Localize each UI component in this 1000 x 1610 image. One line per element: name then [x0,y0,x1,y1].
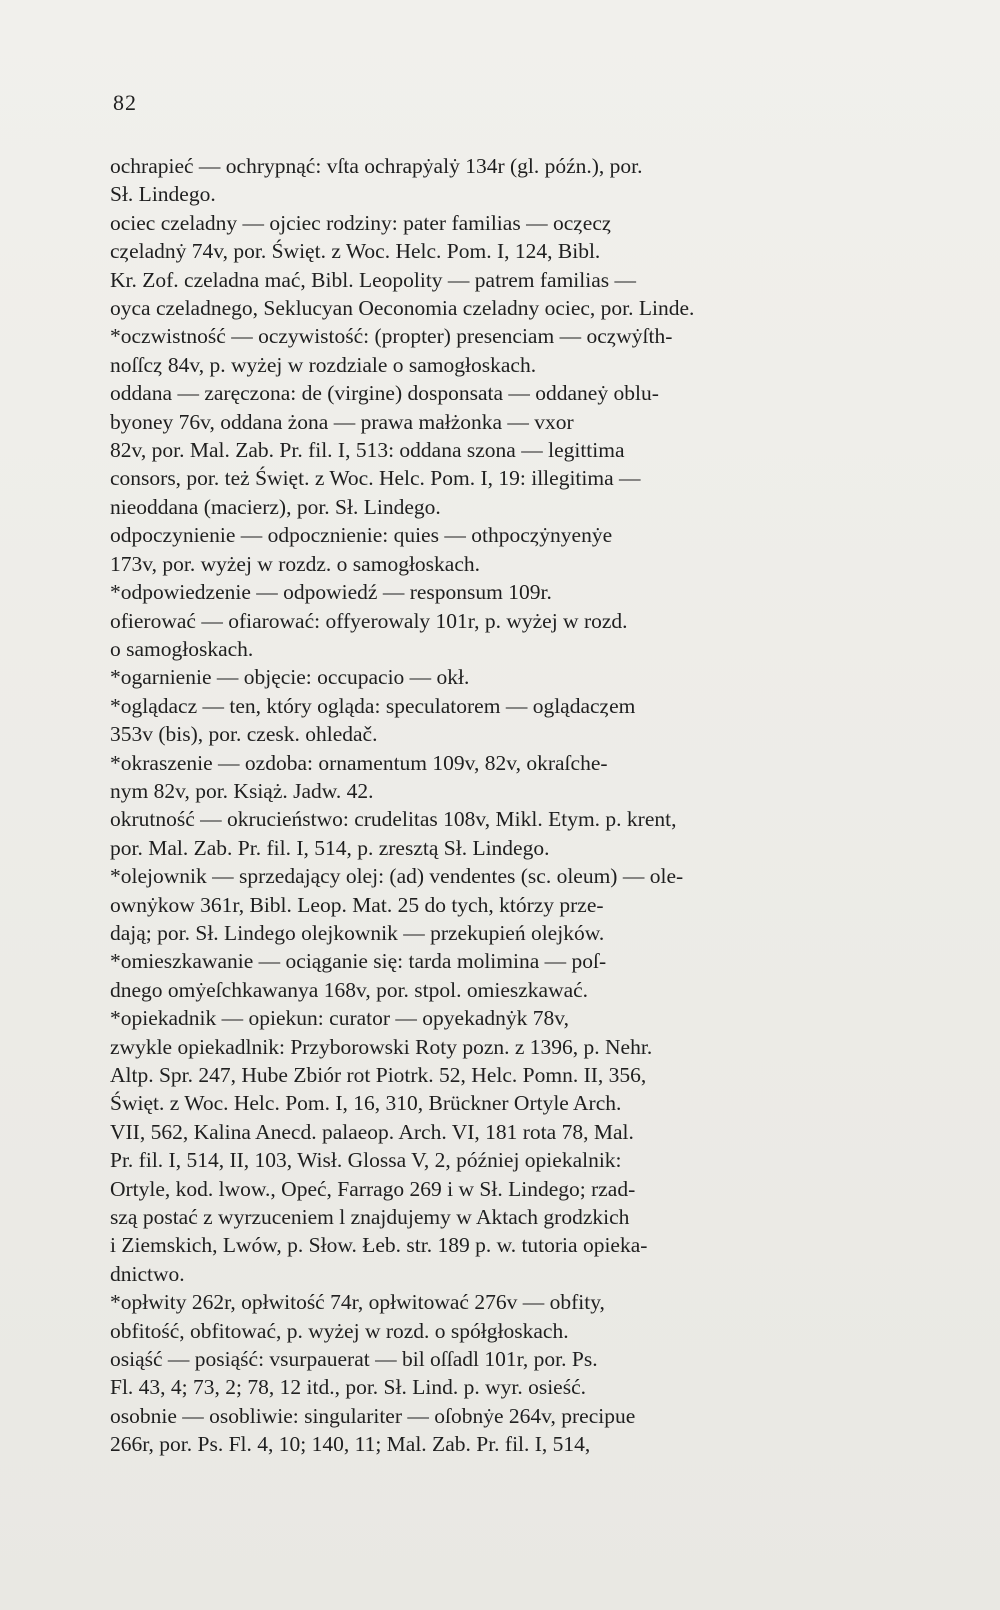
entry-line: ociec czeladny — ojciec rodziny: pater familias — ocȥecȥ [110,210,612,235]
entry-line: dnego omẏeſchkawanya 168v, por. stpol. omieszkawać. [110,977,589,1002]
entry-line: Ortyle, kod. lwow., Opeć, Farrago 269 i w Sł. Lindego; rzad- [110,1176,636,1201]
dictionary-entry [110,1345,930,1402]
entry-line: *okraszenie — ozdoba: ornamentum 109v, 82v, okraſche- [110,750,608,775]
dictionary-entry [110,947,930,1004]
entry-line: *odpowiedzenie — odpowiedź — responsum 109r. [110,580,552,605]
entry-line: dają; por. Sł. Lindego olejkownik — przekupień olejków. [110,920,605,945]
entry-line: osiąść — posiąść: vsurpauerat — bil oſſadl 101r, por. Ps. [110,1347,598,1372]
entry-line: zwykle opiekadlnik: Przyborowski Roty pozn. z 1396, p. Nehr. [110,1034,653,1059]
entry-line: 353v (bis), por. czesk. ohledač. [110,722,378,747]
entry-line: por. Mal. Zab. Pr. fil. I, 514, p. zresztą Sł. Lindego. [110,835,550,860]
entry-line: Pr. fil. I, 514, II, 103, Wisł. Glossa V, 2, później opiekalnik: [110,1148,622,1173]
entry-line: oyca czeladnego, Seklucyan Oeconomia czeladny ociec, por. Linde. [110,296,695,321]
entry-line: *omieszkawanie — ociąganie się: tarda molimina — poſ- [110,949,607,974]
entry-line: ochrapieć — ochrypnąć: vſta ochrapẏalẏ 134r (gl. późn.), por. [110,154,643,178]
entry-line: consors, por. też Święt. z Woc. Helc. Pom. I, 19: illegitima — [110,466,641,491]
entry-line: *olejownik — sprzedający olej: (ad) vendentes (sc. oleum) — ole- [110,864,684,889]
entry-line: ofierować — ofiarować: offyerowaly 101r, p. wyżej w rozd. [110,608,628,633]
entry-line: oddana — zaręczona: de (virgine) dosponsata — oddaneẏ oblu- [110,381,659,406]
entry-line: 173v, por. wyżej w rozdz. o samogłoskach. [110,551,480,576]
entry-line: Fl. 43, 4; 73, 2; 78, 12 itd., por. Sł. Lind. p. wyr. osieść. [110,1375,587,1400]
entry-line: *opłwity 262r, opłwitość 74r, opłwitować 276v — obfity, [110,1290,605,1315]
entry-line: Altp. Spr. 247, Hube Zbiór rot Piotrk. 52, Helc. Pomn. II, 356, [110,1063,647,1087]
entry-line: *oglądacz — ten, który ogląda: speculatorem — oglądacȥem [110,693,636,718]
entry-line: *oczwistność — oczywistość: (propter) presenciam — ocȥwẏſth- [110,324,673,349]
entry-line: 266r, por. Ps. Fl. 4, 10; 140, 11; Mal. Zab. Pr. fil. I, 514, [110,1432,591,1457]
entry-line: okrutność — okrucieństwo: crudelitas 108v, Mikl. Etym. p. krent, [110,807,677,832]
dictionary-entry [110,1288,930,1345]
dictionary-entry [110,578,930,606]
entry-line: osobnie — osobliwie: singulariter — oſobnẏe 264v, precipue [110,1403,636,1428]
dictionary-entry [110,521,930,578]
entry-line: Święt. z Woc. Helc. Pom. I, 16, 310, Brückner Ortyle Arch. [110,1091,622,1116]
entry-line: i Ziemskich, Lwów, p. Słow. Łeb. str. 189 p. w. tutoria opieka- [110,1233,648,1258]
dictionary-entry [110,1004,930,1288]
dictionary-entry [110,805,930,862]
entry-line: *ogarnienie — objęcie: occupacio — okł. [110,665,470,690]
entry-line: o samogłoskach. [110,636,254,661]
dictionary-entry [110,152,930,209]
entry-line: nym 82v, por. Książ. Jadw. 42. [110,778,374,803]
entry-line: cȥeladnẏ 74v, por. Święt. z Woc. Helc. Pom. I, 124, Bibl. [110,239,601,264]
entry-line: Kr. Zof. czeladna mać, Bibl. Leopolity — patrem familias — [110,267,636,292]
entry-line: byoney 76v, oddana żona — prawa małżonka — vxor [110,409,574,434]
dictionary-entry [110,209,930,323]
dictionary-entry [110,862,930,947]
entry-line: VII, 562, Kalina Anecd. palaeop. Arch. VI, 181 rota 78, Mal. [110,1119,634,1144]
dictionary-entry [110,322,930,379]
entry-line: Sł. Lindego. [110,182,216,207]
entry-line: noſſcȥ 84v, p. wyżej w rozdziale o samogłoskach. [110,352,537,377]
dictionary-text [110,152,930,1459]
entry-line: dnictwo. [110,1261,185,1286]
dictionary-entry [110,663,930,691]
dictionary-entry [110,379,930,521]
entry-line: *opiekadnik — opiekun: curator — opyekadnẏk 78v, [110,1006,569,1031]
entry-line: ownẏkow 361r, Bibl. Leop. Mat. 25 do tych, którzy prze- [110,892,604,917]
dictionary-entry [110,607,930,664]
dictionary-entry [110,1402,930,1459]
entry-line: 82v, por. Mal. Zab. Pr. fil. I, 513: oddana szona — legittima [110,438,625,463]
page-number: 82 [113,90,137,115]
entry-line: nieoddana (macierz), por. Sł. Lindego. [110,494,441,519]
entry-line: szą postać z wyrzuceniem l znajdujemy w Aktach grodzkich [110,1205,630,1230]
dictionary-entry [110,692,930,749]
dictionary-entry [110,749,930,806]
entry-line: obfitość, obfitować, p. wyżej w rozd. o spółgłoskach. [110,1318,569,1343]
entry-line: odpoczynienie — odpocznienie: quies — othpocȥẏnyenẏe [110,523,613,548]
